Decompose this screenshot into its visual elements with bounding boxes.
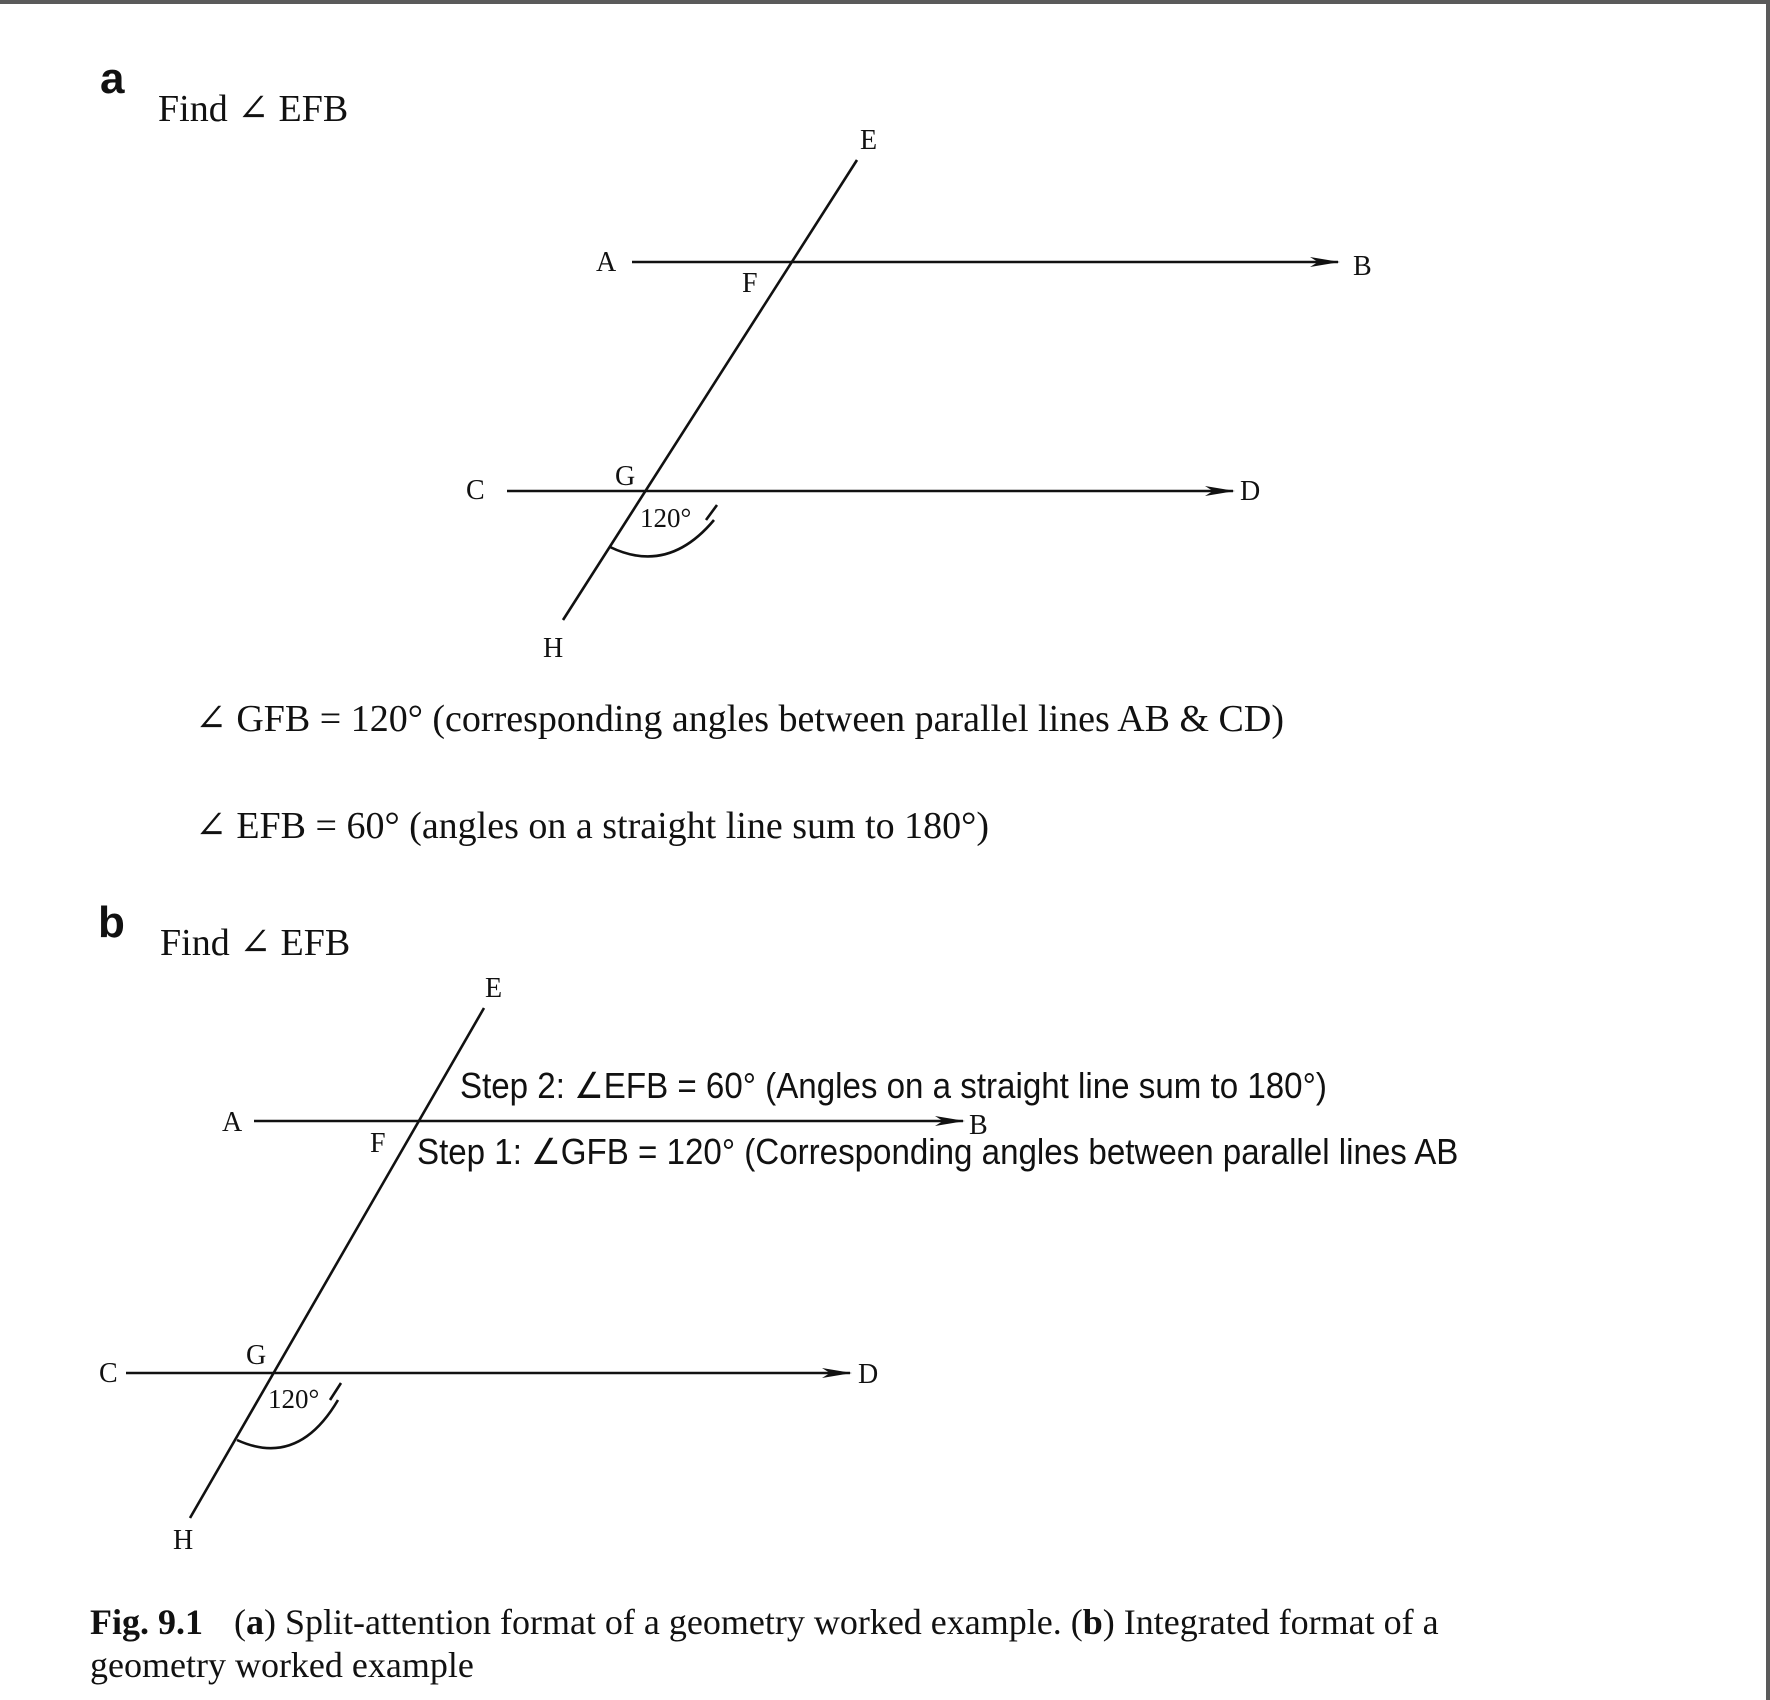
panel-b-letter: b [98, 898, 125, 947]
point-f-label: F [742, 268, 758, 299]
panel-b-angle-tick [330, 1383, 341, 1400]
point-g-label-b: G [246, 1340, 267, 1371]
caption-line-2: geometry worked example [90, 1645, 474, 1685]
caption-text-b: ) Integrated format of a [1102, 1602, 1439, 1642]
point-b-label-b: B [969, 1110, 988, 1141]
panel-a-solution-line-1: ∠ GFB = 120° (corresponding angles between parallel lines AB & CD) [195, 698, 1284, 740]
figure-caption [90, 1602, 1439, 1685]
point-g-label: G [615, 461, 636, 492]
caption-letter-b: b [1082, 1602, 1103, 1642]
panel-b-transversal [190, 1008, 484, 1518]
point-e-label-b: E [485, 973, 503, 1004]
panel-b-step-1: Step 1: ∠GFB = 120° (Corresponding angles between parallel lines AB [416, 1132, 1459, 1173]
panel-b-prompt: Find ∠ EFB [160, 922, 351, 964]
panel-a-solution-line-2: ∠ EFB = 60° (angles on a straight line sum to 180°) [195, 805, 989, 847]
point-h-label-b: H [173, 1525, 194, 1556]
caption-text-a: ) Split-attention format of a geometry worked example. ( [264, 1602, 1083, 1642]
caption-fig-label: Fig. 9.1 [90, 1602, 203, 1642]
point-e-label: E [860, 125, 878, 156]
panel-a-transversal [563, 160, 857, 620]
panel-a-angle-label: 120° [640, 503, 692, 533]
point-c-label: C [466, 475, 485, 506]
panel-b-step-2: Step 2: ∠EFB = 60° (Angles on a straight line sum to 180°) [460, 1066, 1327, 1107]
panel-a-angle-tick [706, 505, 717, 520]
caption-open: ( [234, 1602, 246, 1642]
point-d-label-b: D [858, 1359, 879, 1390]
point-h-label: H [543, 633, 564, 664]
panel-b [98, 898, 1458, 1556]
panel-a-letter: a [100, 54, 125, 103]
panel-b-angle-label: 120° [268, 1384, 320, 1414]
point-b-label: B [1353, 251, 1372, 282]
point-a-label-b: A [222, 1107, 243, 1138]
point-a-label: A [596, 247, 617, 278]
caption-letter-a: a [246, 1602, 264, 1642]
point-f-label-b: F [370, 1128, 386, 1159]
point-d-label: D [1240, 476, 1261, 507]
panel-a [100, 54, 1372, 847]
caption-line-1 [90, 1602, 1439, 1642]
point-c-label-b: C [99, 1358, 118, 1389]
panel-a-prompt: Find ∠ EFB [158, 88, 349, 130]
